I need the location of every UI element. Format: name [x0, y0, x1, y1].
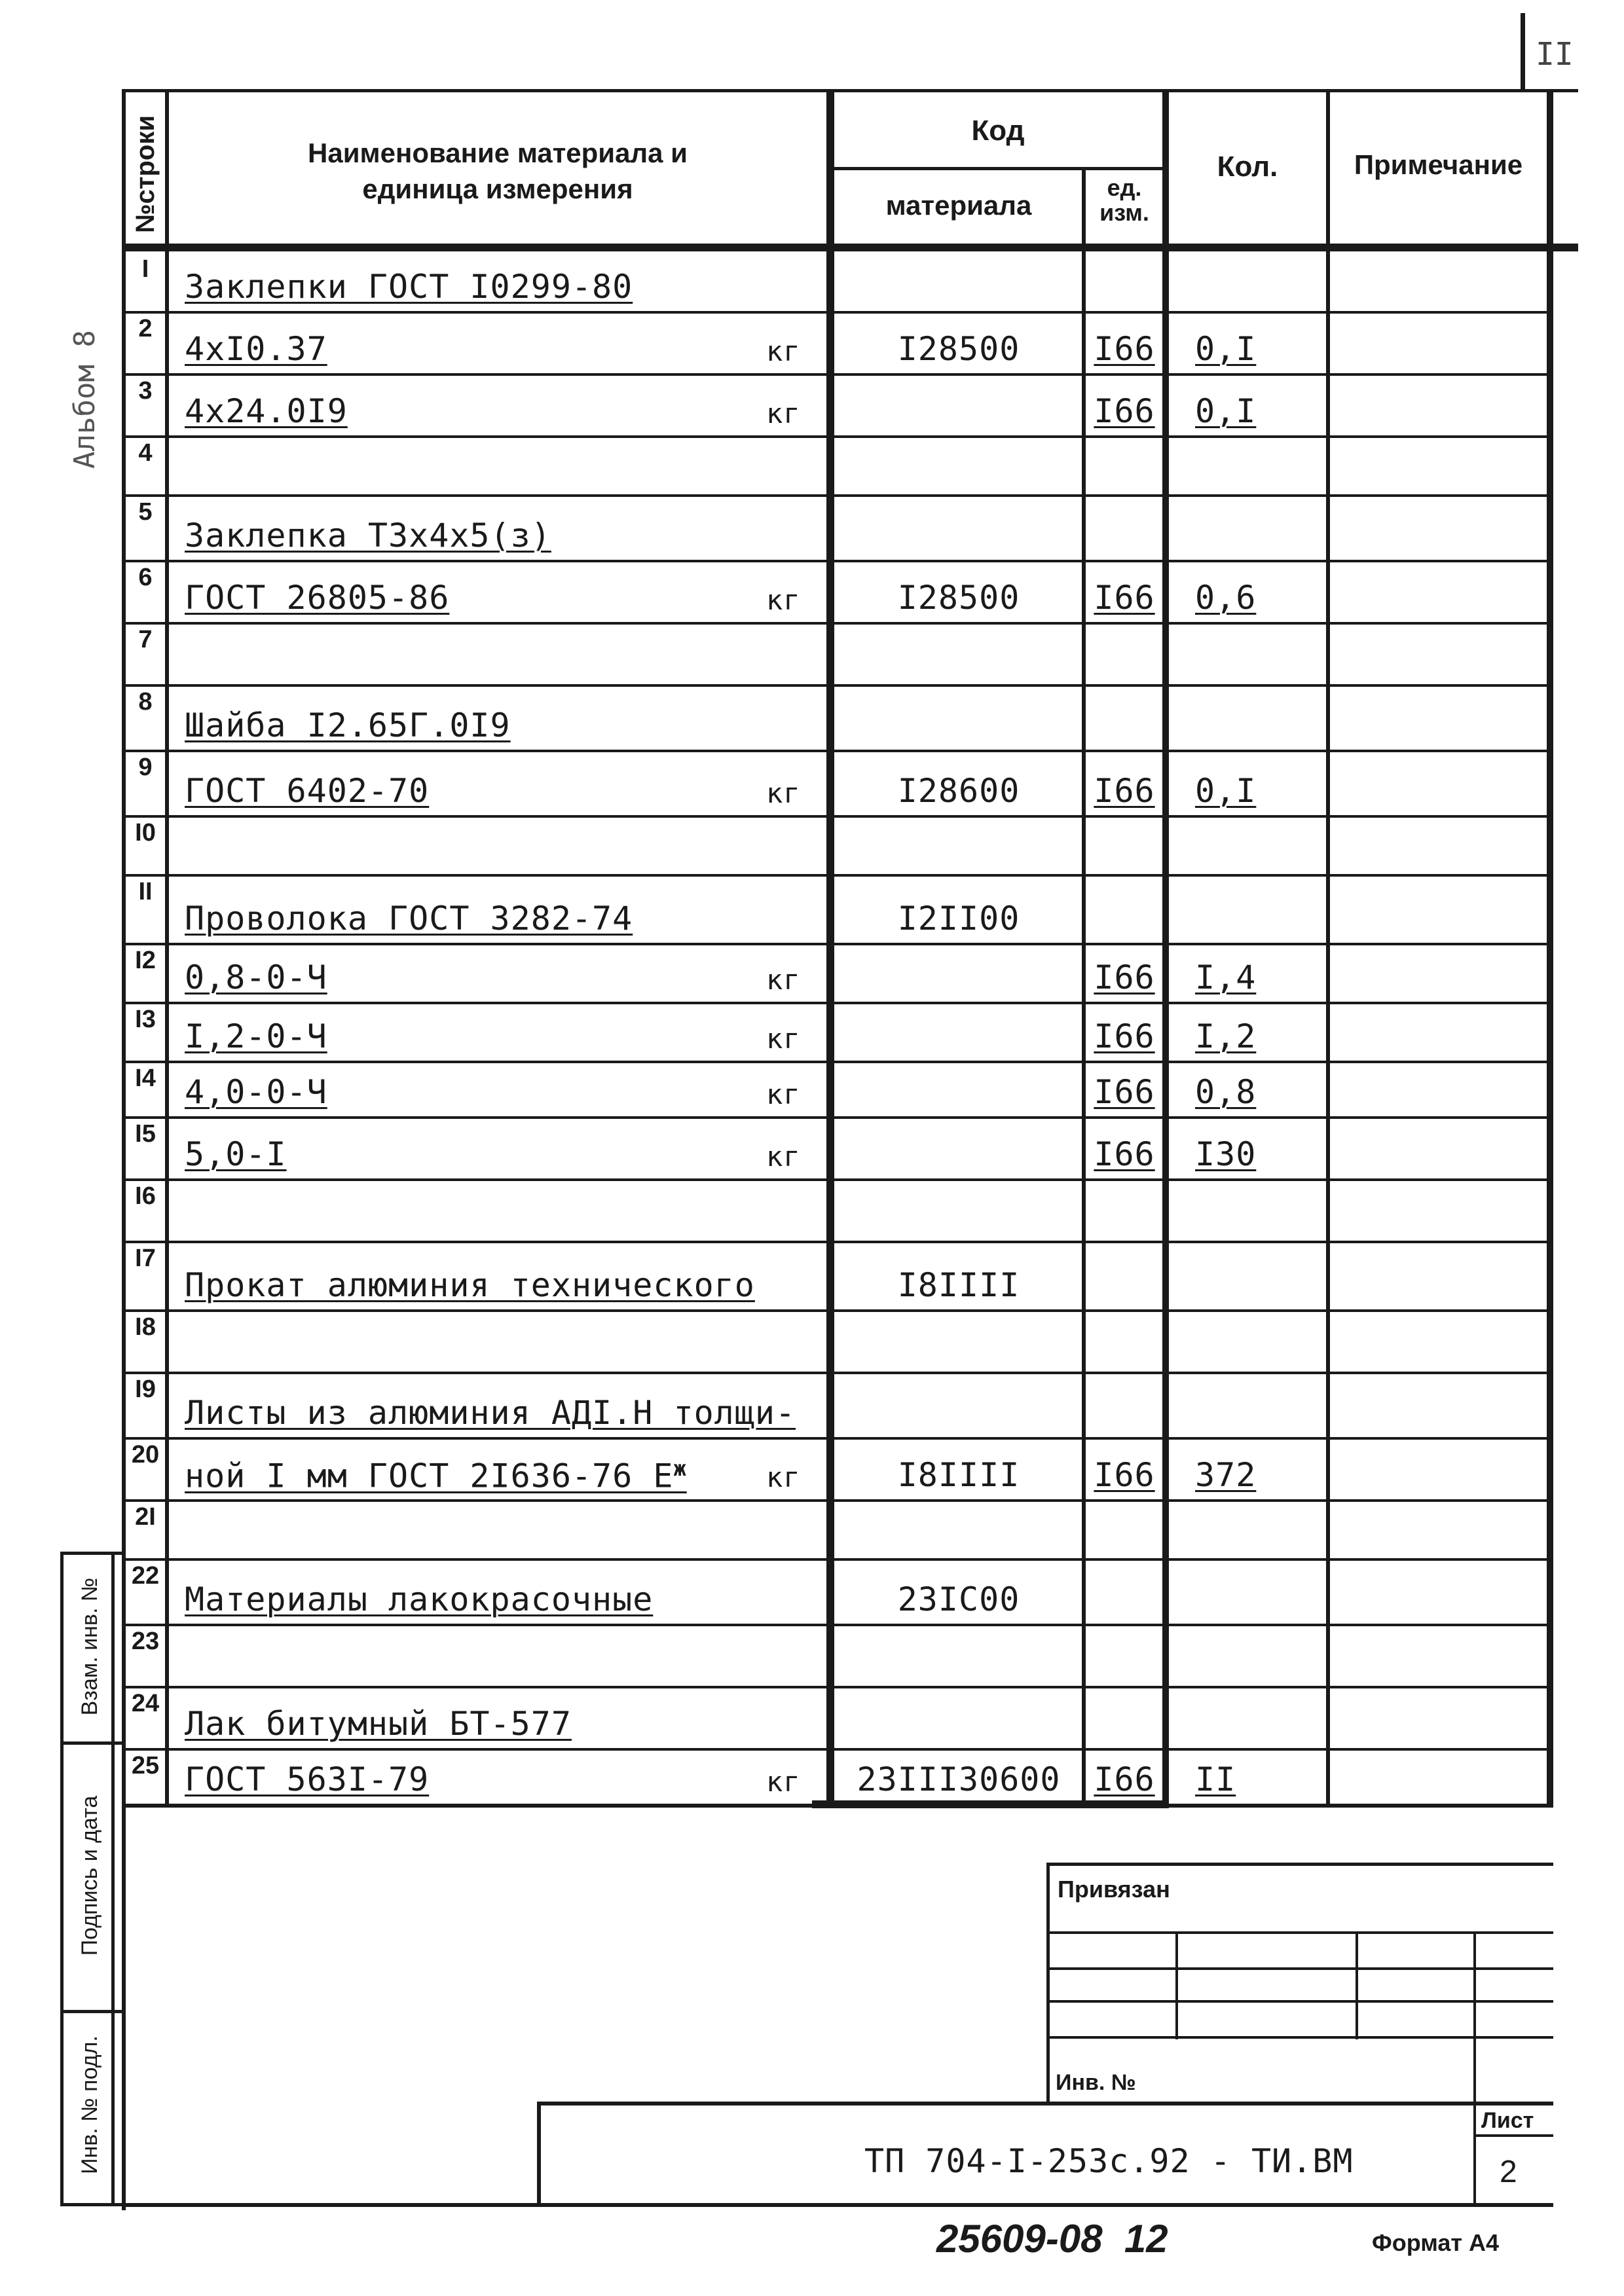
material-name-text: 4,0-0-Ч — [185, 1073, 327, 1111]
unit-code: I66 — [1094, 1073, 1155, 1111]
material-name — [185, 1456, 687, 1495]
material-name-text: Лак битумный БТ-577 — [185, 1705, 572, 1743]
unit-code: I66 — [1094, 579, 1155, 617]
material-code: 23III30600 — [857, 1760, 1061, 1798]
material-name — [185, 1705, 572, 1743]
row-number: 8 — [138, 688, 153, 716]
material-name-text: ГОСТ 26805-86 — [185, 579, 450, 617]
material-name-text: Материалы лакокрасочные — [185, 1580, 654, 1618]
unit-label: кг — [766, 397, 801, 429]
unit-code: I66 — [1094, 392, 1155, 430]
row-number: I0 — [135, 819, 156, 847]
material-name-text: Листы из алюминия АДI.Н толщи- — [185, 1394, 796, 1432]
unit-label: кг — [766, 1461, 801, 1493]
privyazan-label: Привязан — [1058, 1876, 1170, 1903]
unit-code: I66 — [1094, 1760, 1155, 1798]
stamp-vzam: Взам. инв. № — [77, 1577, 102, 1716]
unit-label: кг — [766, 1766, 801, 1798]
unit-code: I66 — [1094, 1456, 1155, 1494]
material-code: I28600 — [897, 772, 1020, 810]
page-number: II — [1536, 36, 1574, 73]
material-name — [185, 1073, 327, 1111]
material-name — [185, 579, 449, 617]
row-number: 4 — [138, 439, 153, 467]
row-number: I5 — [135, 1120, 156, 1148]
row-number: I3 — [135, 1006, 156, 1033]
header-note: Примечание — [1354, 149, 1523, 180]
material-name — [185, 1394, 796, 1432]
material-name-text: 4xI0.37 — [185, 330, 327, 368]
quantity: I30 — [1195, 1135, 1257, 1173]
header-code-unit-2: изм. — [1099, 199, 1149, 226]
material-name-text: I,2-0-Ч — [185, 1017, 327, 1055]
material-name — [185, 1266, 755, 1304]
unit-code: I66 — [1094, 1135, 1155, 1173]
quantity: I,4 — [1195, 958, 1257, 996]
material-name-text: Прокат алюминия технического — [185, 1266, 755, 1304]
material-name-text: Заклепка Т3x4x5(з) — [185, 517, 551, 555]
quantity: 0,8 — [1195, 1073, 1257, 1111]
row-number: I8 — [135, 1313, 156, 1341]
quantity: I,2 — [1195, 1017, 1257, 1055]
material-name-text: ГОСТ 563I-79 — [185, 1760, 430, 1798]
material-code: I8IIII — [897, 1456, 1020, 1494]
quantity: 0,I — [1195, 772, 1257, 810]
row-number: 2 — [138, 315, 153, 342]
material-name-superscript: ж — [673, 1456, 687, 1481]
row-number: 24 — [131, 1690, 160, 1717]
unit-code: I66 — [1094, 772, 1155, 810]
material-name-text: Шайба I2.65Г.0I9 — [185, 706, 511, 744]
material-name — [185, 1760, 429, 1798]
row-number: I4 — [135, 1065, 156, 1092]
format-label: Формат А4 — [1372, 2229, 1500, 2256]
row-number: I6 — [135, 1182, 156, 1210]
header-code: Код — [971, 115, 1025, 147]
row-number: I9 — [135, 1376, 156, 1403]
material-name — [185, 900, 633, 938]
material-name-text: ГОСТ 6402-70 — [185, 772, 430, 810]
material-name — [185, 706, 511, 744]
inv-no-label: Инв. № — [1056, 2070, 1136, 2095]
material-name-text: Проволока ГОСТ 3282-74 — [185, 900, 633, 938]
document-code: ТП 704-I-253с.92 - ТИ.ВМ — [864, 2142, 1354, 2180]
material-name-text: ной I мм ГОСТ 2I636-76 Е — [185, 1457, 674, 1495]
quantity: 0,I — [1195, 392, 1257, 430]
row-number: I2 — [135, 947, 156, 974]
material-name — [185, 1580, 653, 1618]
material-name-text: 4x24.0I9 — [185, 392, 348, 430]
quantity: 0,I — [1195, 330, 1257, 368]
quantity: 0,6 — [1195, 579, 1257, 617]
quantity: 372 — [1195, 1456, 1257, 1494]
material-name — [185, 330, 327, 368]
album-label: Альбом 8 — [68, 330, 101, 469]
material-name — [185, 392, 348, 430]
row-number: 2I — [135, 1503, 156, 1531]
row-number: 7 — [138, 626, 153, 653]
material-name — [185, 958, 327, 996]
row-number: 5 — [138, 498, 153, 526]
row-number: 6 — [138, 564, 153, 591]
row-number: II — [138, 878, 153, 905]
unit-label: кг — [766, 964, 801, 996]
material-code: I28500 — [897, 579, 1020, 617]
material-name — [185, 772, 429, 810]
header-row-no: №строки — [131, 115, 160, 233]
header-code-unit-1: ед. — [1107, 174, 1142, 201]
material-name-text: Заклепки ГОСТ I0299-80 — [185, 268, 633, 306]
stamp-podpis: Подпись и дата — [77, 1795, 102, 1956]
sheet-label: Лист — [1481, 2108, 1534, 2133]
material-name — [185, 268, 633, 306]
sheet-number: 2 — [1500, 2155, 1517, 2189]
material-code: I2II00 — [897, 900, 1020, 938]
material-code: I8IIII — [897, 1266, 1020, 1304]
quantity: II — [1195, 1760, 1236, 1798]
row-number: 3 — [138, 377, 153, 405]
unit-code: I66 — [1094, 330, 1155, 368]
row-number: I7 — [135, 1245, 156, 1272]
material-name — [185, 1135, 287, 1173]
unit-code: I66 — [1094, 1017, 1155, 1055]
row-number: I — [141, 255, 149, 283]
row-number: 22 — [131, 1562, 160, 1590]
stamp-inv-podl: Инв. № подл. — [77, 2035, 102, 2174]
row-number: 20 — [131, 1441, 160, 1468]
row-number: 9 — [138, 754, 153, 781]
archive-number: 25609-08 12 — [936, 2217, 1168, 2261]
unit-label: кг — [766, 1078, 801, 1110]
material-code: I28500 — [897, 330, 1020, 368]
row-number: 25 — [131, 1752, 160, 1779]
header-code-material: материала — [885, 190, 1032, 221]
material-name-text: 5,0-I — [185, 1135, 287, 1173]
material-name-text: 0,8-0-Ч — [185, 958, 327, 996]
material-code: 23IC00 — [897, 1580, 1020, 1618]
unit-code: I66 — [1094, 958, 1155, 996]
row-number: 23 — [131, 1628, 160, 1655]
header-qty: Кол. — [1217, 151, 1278, 183]
unit-label: кг — [766, 1140, 801, 1173]
unit-label: кг — [766, 335, 801, 367]
material-name — [185, 517, 551, 555]
material-name — [185, 1017, 327, 1055]
unit-label: кг — [766, 584, 801, 616]
header-name-line1: Наименование материала и — [308, 137, 688, 168]
header-name-line2: единица измерения — [362, 173, 633, 204]
unit-label: кг — [766, 1023, 801, 1055]
unit-label: кг — [766, 777, 801, 809]
